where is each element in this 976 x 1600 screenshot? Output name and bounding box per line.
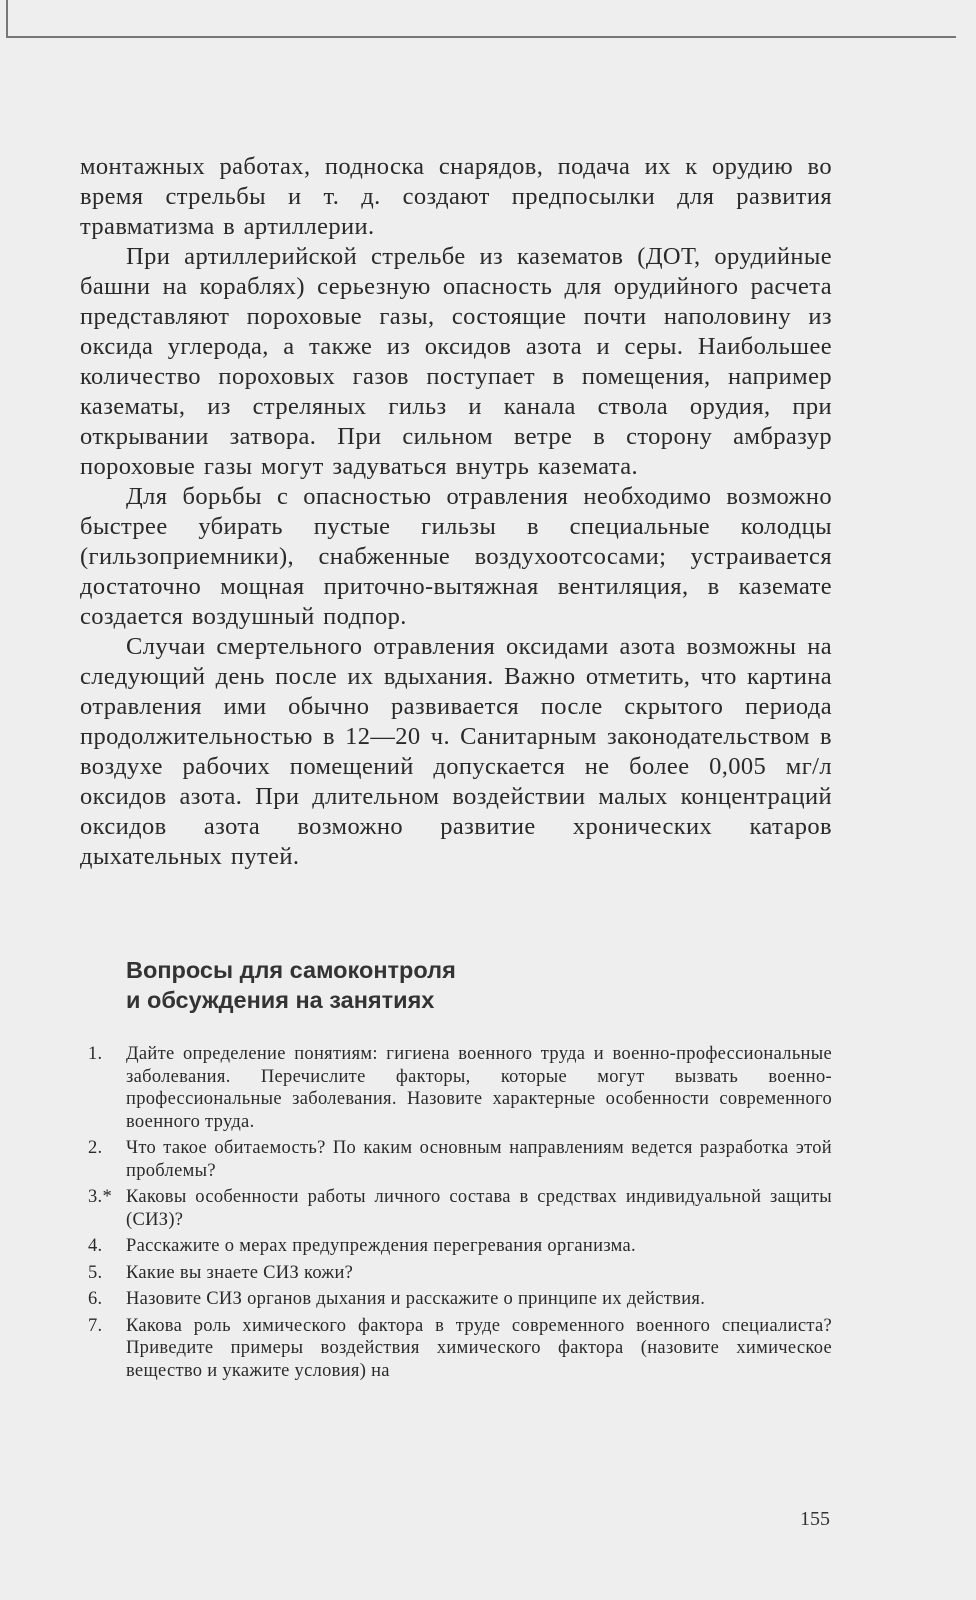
questions-list <box>80 1043 832 1382</box>
page-content <box>80 152 832 1386</box>
paragraph-1: монтажных работах, подноска снарядов, подача их к орудию во время стрельбы и т. д. создают предпосылки для развития травматизма в артиллерии. <box>80 153 832 240</box>
page-edge-rule <box>6 0 8 37</box>
question-text: Расскажите о мерах предупреждения перегревания организма. <box>126 1236 636 1256</box>
section-heading-line-2: и обсуждения на занятиях <box>126 987 435 1013</box>
question-number: 2. <box>88 1138 103 1158</box>
header-rule <box>6 36 956 38</box>
question-number: 6. <box>88 1289 103 1309</box>
question-item <box>80 1315 832 1383</box>
question-text: Назовите СИЗ органов дыхания и расскажите о принципе их действия. <box>126 1289 706 1309</box>
question-item <box>80 1043 832 1133</box>
section-heading-line-1: Вопросы для самоконтроля <box>126 957 456 983</box>
question-number: 7. <box>88 1315 103 1336</box>
question-number: 4. <box>88 1236 103 1256</box>
question-number: 5. <box>88 1262 103 1283</box>
paragraph-4: Случаи смертельного отравления оксидами азота возможны на следующий день после их вдыхания. Важно отметить, что картина отравления ими обычно развивается после скрытого периода продолжительностью в 12—20 ч. Санитарным законодательством в воздухе рабочих помещений допускается не более 0,005 мг/л оксидов азота. При длительном воздействии малых концентраций оксидов азота возможно развитие хронических катаров дыхательных путей. <box>80 633 832 870</box>
question-text: Каковы особенности работы личного состава в средствах индивидуальной защиты (СИЗ)? <box>126 1187 832 1230</box>
question-item <box>80 1235 832 1258</box>
page-number: 155 <box>800 1508 830 1530</box>
paragraph-2: При артиллерийской стрельбе из казематов (ДОТ, орудийные башни на кораблях) серьезную опасность для орудийного расчета представляют пороховые газы, состоящие почти наполовину из оксида углерода, а также из оксидов азота и серы. Наибольшее количество пороховых газов поступает в помещения, например казематы, из стреляных гильз и канала ствола орудия, при открывании затвора. При сильном ветре в сторону амбразур пороховые газы могут задуваться внутрь каземата. <box>80 243 832 480</box>
paragraph-3: Для борьбы с опасностью отравления необходимо возможно быстрее убирать пустые гильзы в специальные колодцы (гильзоприемники), снабженные воздухоотсосами; устраивается достаточно мощная приточно-вытяжная вентиляция, в каземате создается воздушный подпор. <box>80 483 832 630</box>
question-text: Дайте определение понятиям: гигиена военного труда и военно-профессиональные заболевания. Перечислите факторы, которые могут вызвать военно-профессиональные заболевания. Назовите характерные особенности современного военного труда. <box>126 1044 832 1132</box>
question-number: 1. <box>88 1044 103 1064</box>
section-heading <box>126 955 832 1015</box>
question-item <box>80 1137 832 1182</box>
question-text: Какова роль химического фактора в труде современного военного специалиста? Приведите примеры воздействия химического фактора (назовите химическое вещество и укажите условия) на <box>126 1315 832 1381</box>
question-text: Что такое обитаемость? По каким основным направлениям ведется разработка этой проблемы? <box>126 1138 832 1181</box>
question-item <box>80 1262 832 1285</box>
question-text: Какие вы знаете СИЗ кожи? <box>126 1262 354 1283</box>
question-number: 3.* <box>88 1187 113 1207</box>
question-item <box>80 1186 832 1231</box>
question-item <box>80 1288 832 1311</box>
